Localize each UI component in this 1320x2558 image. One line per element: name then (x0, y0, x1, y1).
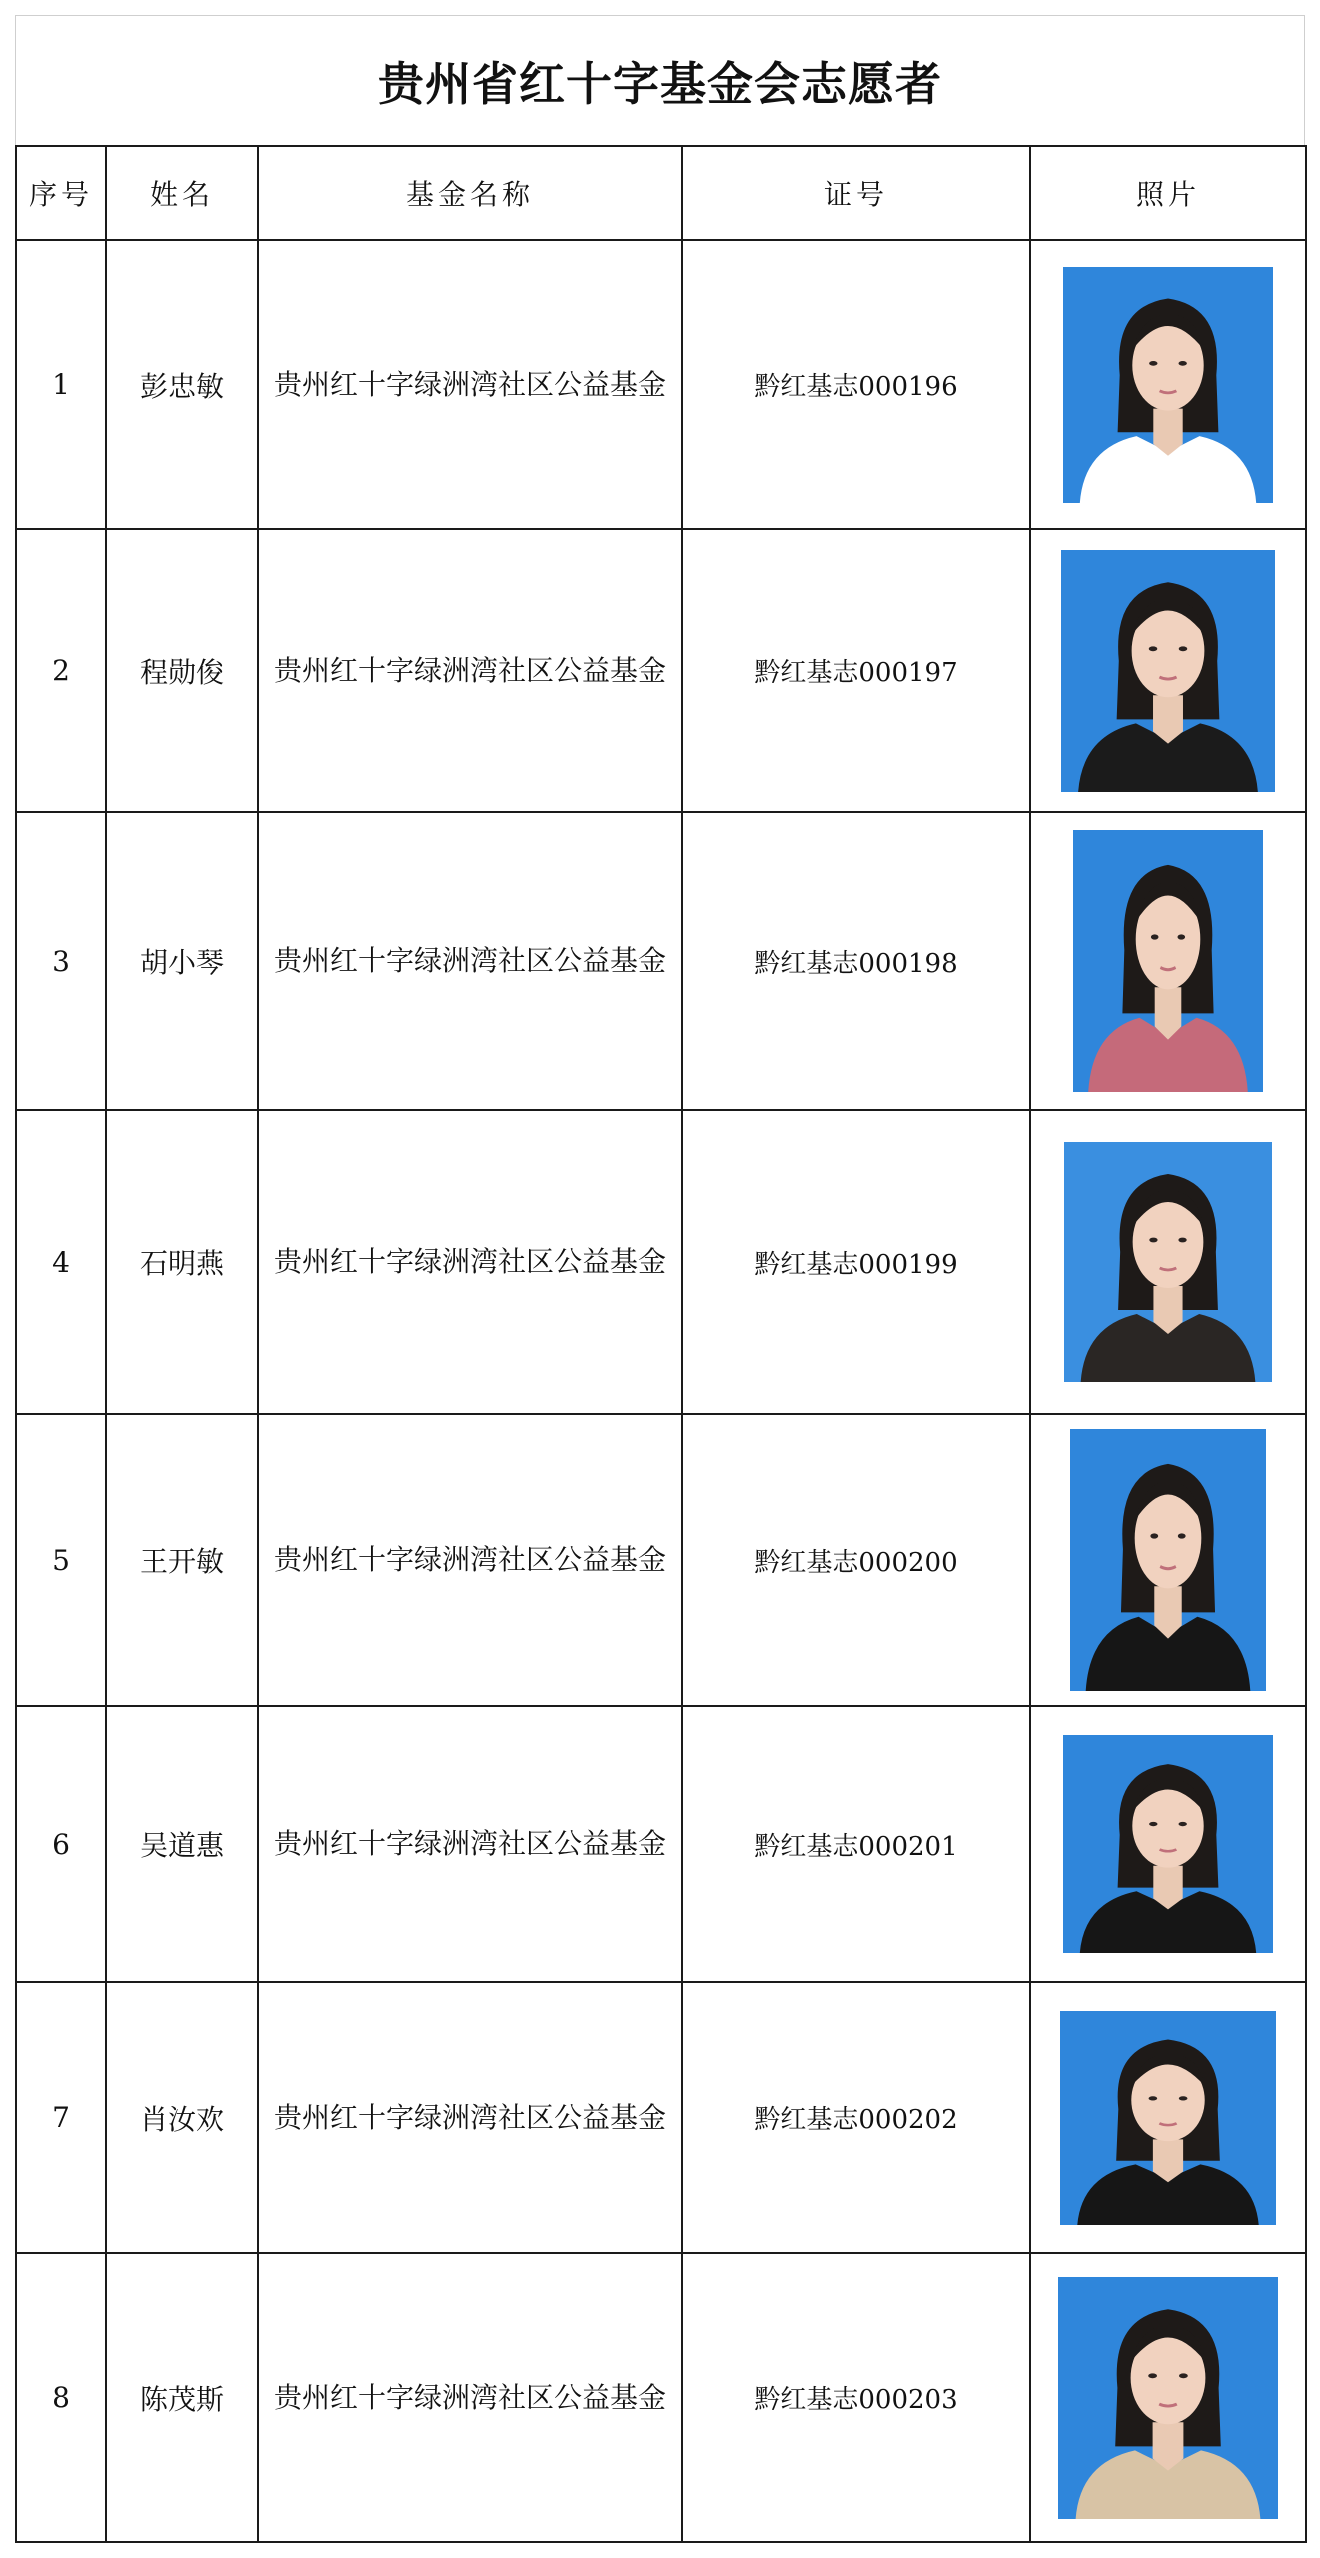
fund-name: 贵州红十字绿洲湾社区公益基金 (258, 1706, 682, 1982)
portrait-figure (1073, 830, 1263, 1092)
certificate-number: 黔红基志000198 (682, 812, 1030, 1110)
table-row (16, 1982, 1306, 2253)
row-number: 8 (16, 2253, 106, 2542)
fund-name: 贵州红十字绿洲湾社区公益基金 (258, 812, 682, 1110)
portrait-figure (1060, 2011, 1276, 2225)
photo-cell (1030, 2253, 1306, 2542)
row-number: 5 (16, 1414, 106, 1706)
certificate-number: 黔红基志000196 (682, 240, 1030, 529)
portrait-photo (1063, 1735, 1273, 1953)
row-number: 6 (16, 1706, 106, 1982)
volunteer-name: 胡小琴 (106, 812, 258, 1110)
header-photo: 照片 (1030, 146, 1306, 240)
title-bar (15, 15, 1305, 145)
portrait-figure (1063, 267, 1273, 503)
photo-cell (1030, 529, 1306, 812)
certificate-number: 黔红基志000197 (682, 529, 1030, 812)
certificate-number: 黔红基志000200 (682, 1414, 1030, 1706)
table-row (16, 1706, 1306, 1982)
fund-name: 贵州红十字绿洲湾社区公益基金 (258, 240, 682, 529)
row-number: 7 (16, 1982, 106, 2253)
fund-name: 贵州红十字绿洲湾社区公益基金 (258, 529, 682, 812)
header-certificate: 证号 (682, 146, 1030, 240)
header-number: 序号 (16, 146, 106, 240)
portrait-photo (1061, 550, 1275, 792)
table-row (16, 812, 1306, 1110)
fund-name: 贵州红十字绿洲湾社区公益基金 (258, 1110, 682, 1414)
row-number: 3 (16, 812, 106, 1110)
portrait-figure (1061, 550, 1275, 792)
header-fund: 基金名称 (258, 146, 682, 240)
portrait-photo (1070, 1429, 1266, 1691)
table-row (16, 529, 1306, 812)
photo-cell (1030, 1706, 1306, 1982)
volunteer-name: 肖汝欢 (106, 1982, 258, 2253)
fund-name: 贵州红十字绿洲湾社区公益基金 (258, 1982, 682, 2253)
page-title: 贵州省红十字基金会志愿者 (378, 56, 942, 111)
header-name: 姓名 (106, 146, 258, 240)
portrait-figure (1070, 1429, 1266, 1691)
portrait-figure (1058, 2277, 1278, 2519)
portrait-photo (1058, 2277, 1278, 2519)
photo-cell (1030, 240, 1306, 529)
volunteer-name: 彭忠敏 (106, 240, 258, 529)
table-row (16, 1110, 1306, 1414)
volunteer-name: 王开敏 (106, 1414, 258, 1706)
fund-name: 贵州红十字绿洲湾社区公益基金 (258, 1414, 682, 1706)
volunteer-name: 吴道惠 (106, 1706, 258, 1982)
certificate-number: 黔红基志000199 (682, 1110, 1030, 1414)
photo-cell (1030, 812, 1306, 1110)
certificate-number: 黔红基志000203 (682, 2253, 1030, 2542)
photo-cell (1030, 1414, 1306, 1706)
portrait-figure (1064, 1142, 1272, 1382)
row-number: 4 (16, 1110, 106, 1414)
row-number: 1 (16, 240, 106, 529)
certificate-number: 黔红基志000202 (682, 1982, 1030, 2253)
volunteer-sheet (15, 15, 1305, 2543)
table-row (16, 240, 1306, 529)
portrait-figure (1063, 1735, 1273, 1953)
portrait-photo (1063, 267, 1273, 503)
photo-cell (1030, 1982, 1306, 2253)
fund-name: 贵州红十字绿洲湾社区公益基金 (258, 2253, 682, 2542)
table-body (16, 240, 1306, 2542)
volunteer-name: 石明燕 (106, 1110, 258, 1414)
photo-cell (1030, 1110, 1306, 1414)
header-row (16, 146, 1306, 240)
table-row (16, 1414, 1306, 1706)
volunteer-name: 陈茂斯 (106, 2253, 258, 2542)
row-number: 2 (16, 529, 106, 812)
portrait-photo (1073, 830, 1263, 1092)
portrait-photo (1060, 2011, 1276, 2225)
table-row (16, 2253, 1306, 2542)
certificate-number: 黔红基志000201 (682, 1706, 1030, 1982)
portrait-photo (1064, 1142, 1272, 1382)
volunteer-name: 程勋俊 (106, 529, 258, 812)
volunteer-table (15, 145, 1307, 2543)
